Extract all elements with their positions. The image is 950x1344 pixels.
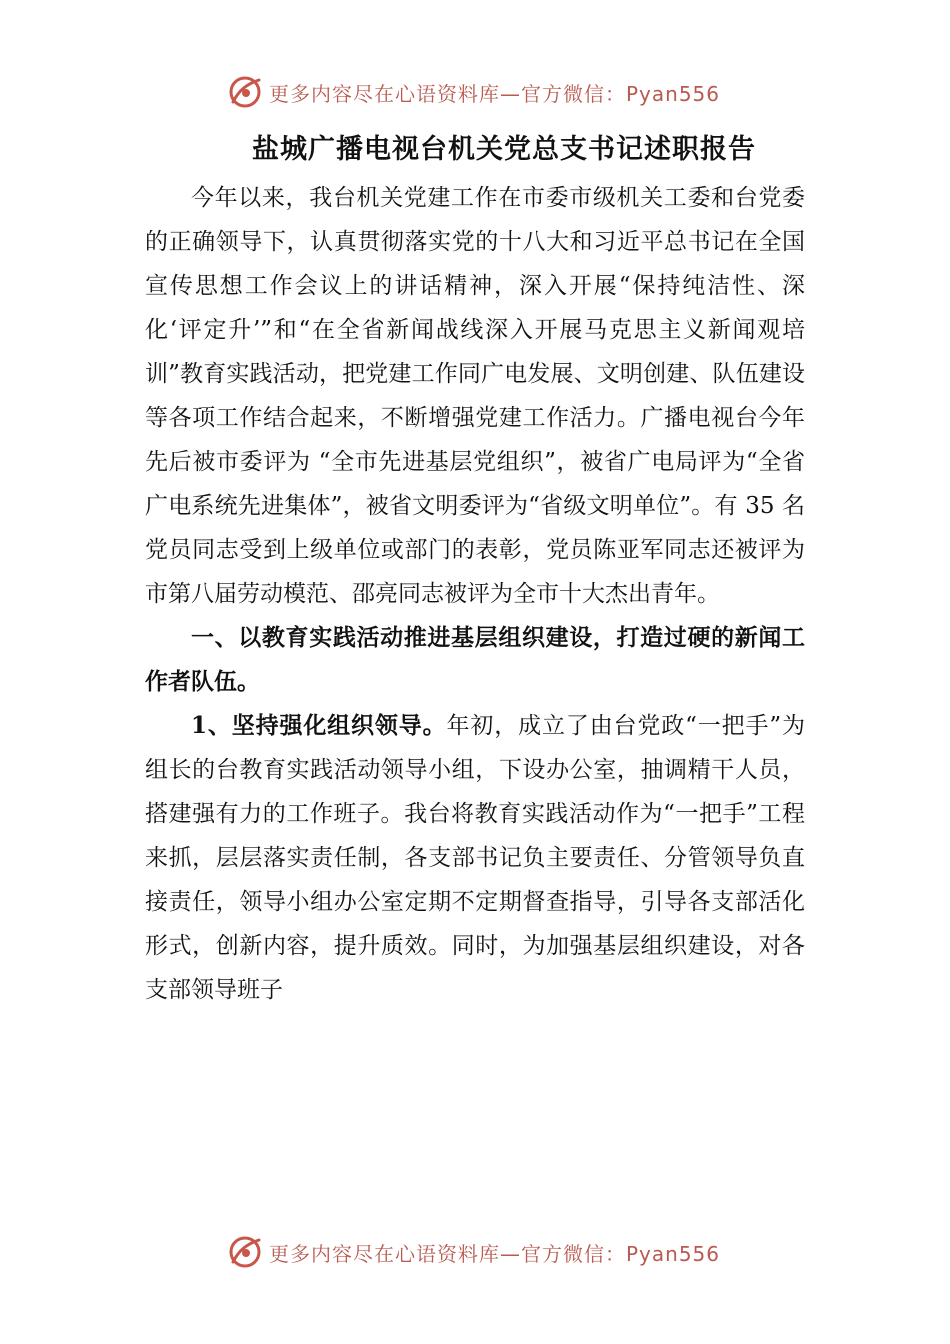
section-heading: 一、以教育实践活动推进基层组织建设，打造过硬的新闻工作者队伍。: [145, 624, 805, 695]
subsection-paragraph: [145, 704, 805, 1012]
header-watermark: [225, 72, 720, 112]
document-title: 盐城广播电视台机关党总支书记述职报告: [252, 134, 756, 165]
document-body: [145, 176, 805, 1012]
subsection-text: 年初，成立了由台党政“一把手”为组长的台教育实践活动领导小组，下设办公室，抽调精干人员，搭建强有力的工作班子。我台将教育实践活动作为“一把手”工程来抓，层层落实责任制，各支部书记负主要责任、分管领导负直接责任，领导小组办公室定期不定期督查指导，引导各支部活化形式，创新内容，提升质效。同时，为加强基层组织建设，对各支部领导班子: [145, 713, 805, 1003]
intro-paragraph: 今年以来，我台机关党建工作在市委市级机关工委和台党委的正确领导下，认真贯彻落实党的十八大和习近平总书记在全国宣传思想工作会议上的讲话精神，深入开展“保持纯洁性、深化‘评定升’”和“在全省新闻战线深入开展马克思主义新闻观培训”教育实践活动，把党建工作同广电发展、文明创建、队伍建设等各项工作结合起来，不断增强党建工作活力。广播电视台今年先后被市委评为 “全市先进基层党组织”，被省广电局评为“全省广电系统先进集体”，被省文明委评为“省级文明单位”。有 35 名党员同志受到上级单位或部门的表彰，党员陈亚军同志还被评为市第八届劳动模范、邵亮同志被评为全市十大杰出青年。: [145, 185, 805, 607]
watermark-text: 更多内容尽在心语资料库—官方微信：Pyan556: [269, 1241, 721, 1266]
watermark-text: 更多内容尽在心语资料库—官方微信：Pyan556: [269, 81, 721, 106]
brand-logo-icon: [225, 72, 265, 112]
brand-logo-icon: [225, 1232, 265, 1272]
subsection-lead: 1、坚持强化组织领导。: [191, 712, 447, 739]
footer-watermark: [225, 1232, 720, 1272]
